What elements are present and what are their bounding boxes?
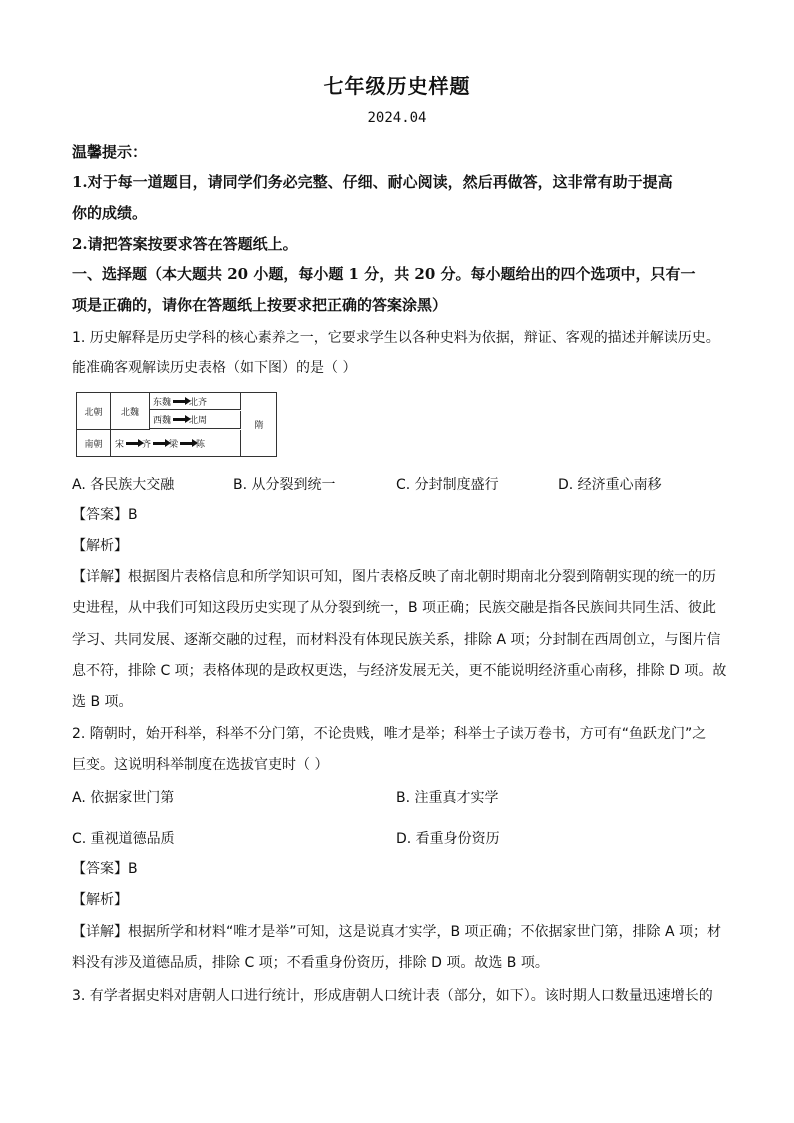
q3-stem-line-1: 3. 有学者据史料对唐朝人口进行统计，形成唐朝人口统计表（部分，如下）。该时期人口数量迅速增长的: [72, 988, 713, 1004]
tip-2: 2.请把答案按要求答在答题纸上。: [72, 235, 298, 253]
q2-analysis-tag: 【解析】: [72, 892, 128, 908]
table-cell-sui: 隋: [254, 421, 264, 431]
q2-detail-line-2: 料没有涉及道德品质，排除 C 项；不看重身份资历，排除 D 项。故选 B 项。: [72, 955, 549, 971]
tips-label: 温馨提示：: [72, 143, 148, 161]
q2-detail-line-1: 【详解】根据所学和材料“唯才是举”可知，这是说真才实学，B 项正确；不依据家世门第，排除 A 项；材: [72, 924, 722, 940]
q1-stem-line-2: 能准确客观解读历史表格（如下图）的是（ ）: [72, 360, 357, 376]
q1-option-c: C. 分封制度盛行: [396, 477, 499, 493]
table-cell-dongwei-row: 东魏 北齐: [150, 393, 241, 410]
history-table: [76, 392, 277, 457]
tip-1-line-2: 你的成绩。: [72, 204, 148, 222]
table-cell-north-label: 北朝: [77, 393, 111, 430]
q2-option-c: C. 重视道德品质: [72, 831, 175, 847]
q2-answer: 【答案】B: [72, 861, 138, 877]
q2-option-d: D. 看重身份资历: [396, 831, 500, 847]
arrow-icon: [173, 400, 187, 403]
table-cell-xiwei-row: 西魏 北周: [150, 411, 241, 429]
q1-option-a: A. 各民族大交融: [72, 477, 175, 493]
arrow-icon: [153, 442, 167, 445]
q2-option-b: B. 注重真才实学: [396, 790, 499, 806]
table-cell-south-row: 宋 齐 梁 陈: [111, 430, 241, 456]
q1-option-d: D. 经济重心南移: [558, 477, 662, 493]
tip-1-line-1: 1.对于每一道题目，请同学们务必完整、仔细、耐心阅读，然后再做答，这非常有助于提高: [72, 173, 673, 191]
section-1-heading-line-2: 项是正确的，请你在答题纸上按要求把正确的答案涂黑）: [72, 296, 448, 314]
q1-detail-line-1: 【详解】根据图片表格信息和所学知识可知，图片表格反映了南北朝时期南北分裂到隋朝实现的统一的历: [72, 569, 716, 585]
q2-stem-line-1: 2. 隋朝时，始开科举，科举不分门第，不论贵贱，唯才是举；科举士子读万卷书，方可有“鱼跃龙门”之: [72, 726, 707, 742]
q1-detail-line-3: 学习、共同发展、逐渐交融的过程，而材料没有体现民族关系，排除 A 项；分封制在西周创立，与图片信: [72, 632, 721, 648]
q2-stem-line-2: 巨变。这说明科举制度在选拔官吏时（ ）: [72, 757, 329, 773]
q1-detail-line-4: 息不符，排除 C 项；表格体现的是政权更迭，与经济发展无关，更不能说明经济重心南移，排除 D 项。故: [72, 663, 727, 679]
table-cell-beiwei: 北魏: [111, 393, 150, 430]
q1-analysis-tag: 【解析】: [72, 538, 128, 554]
arrow-icon: [173, 418, 187, 421]
exam-date: 2024.04: [367, 110, 427, 126]
section-1-heading-line-1: 一、选择题（本大题共 20 小题，每小题 1 分，共 20 分。每小题给出的四个选项中，只有一: [72, 265, 696, 283]
page-title: 七年级历史样题: [323, 74, 471, 98]
q1-answer: 【答案】B: [72, 507, 138, 523]
q1-detail-line-5: 选 B 项。: [72, 694, 133, 710]
q1-stem-line-1: 1. 历史解释是历史学科的核心素养之一，它要求学生以各种史料为依据，辩证、客观的描述并解读历史。: [72, 330, 720, 346]
q2-option-a: A. 依据家世门第: [72, 790, 175, 806]
table-cell-south-label: 南朝: [77, 430, 111, 456]
arrow-icon: [180, 442, 194, 445]
q1-option-b: B. 从分裂到统一: [233, 477, 336, 493]
arrow-icon: [126, 442, 140, 445]
q1-detail-line-2: 史进程，从中我们可知这段历史实现了从分裂到统一，B 项正确；民族交融是指各民族间共同生活、彼此: [72, 600, 717, 616]
